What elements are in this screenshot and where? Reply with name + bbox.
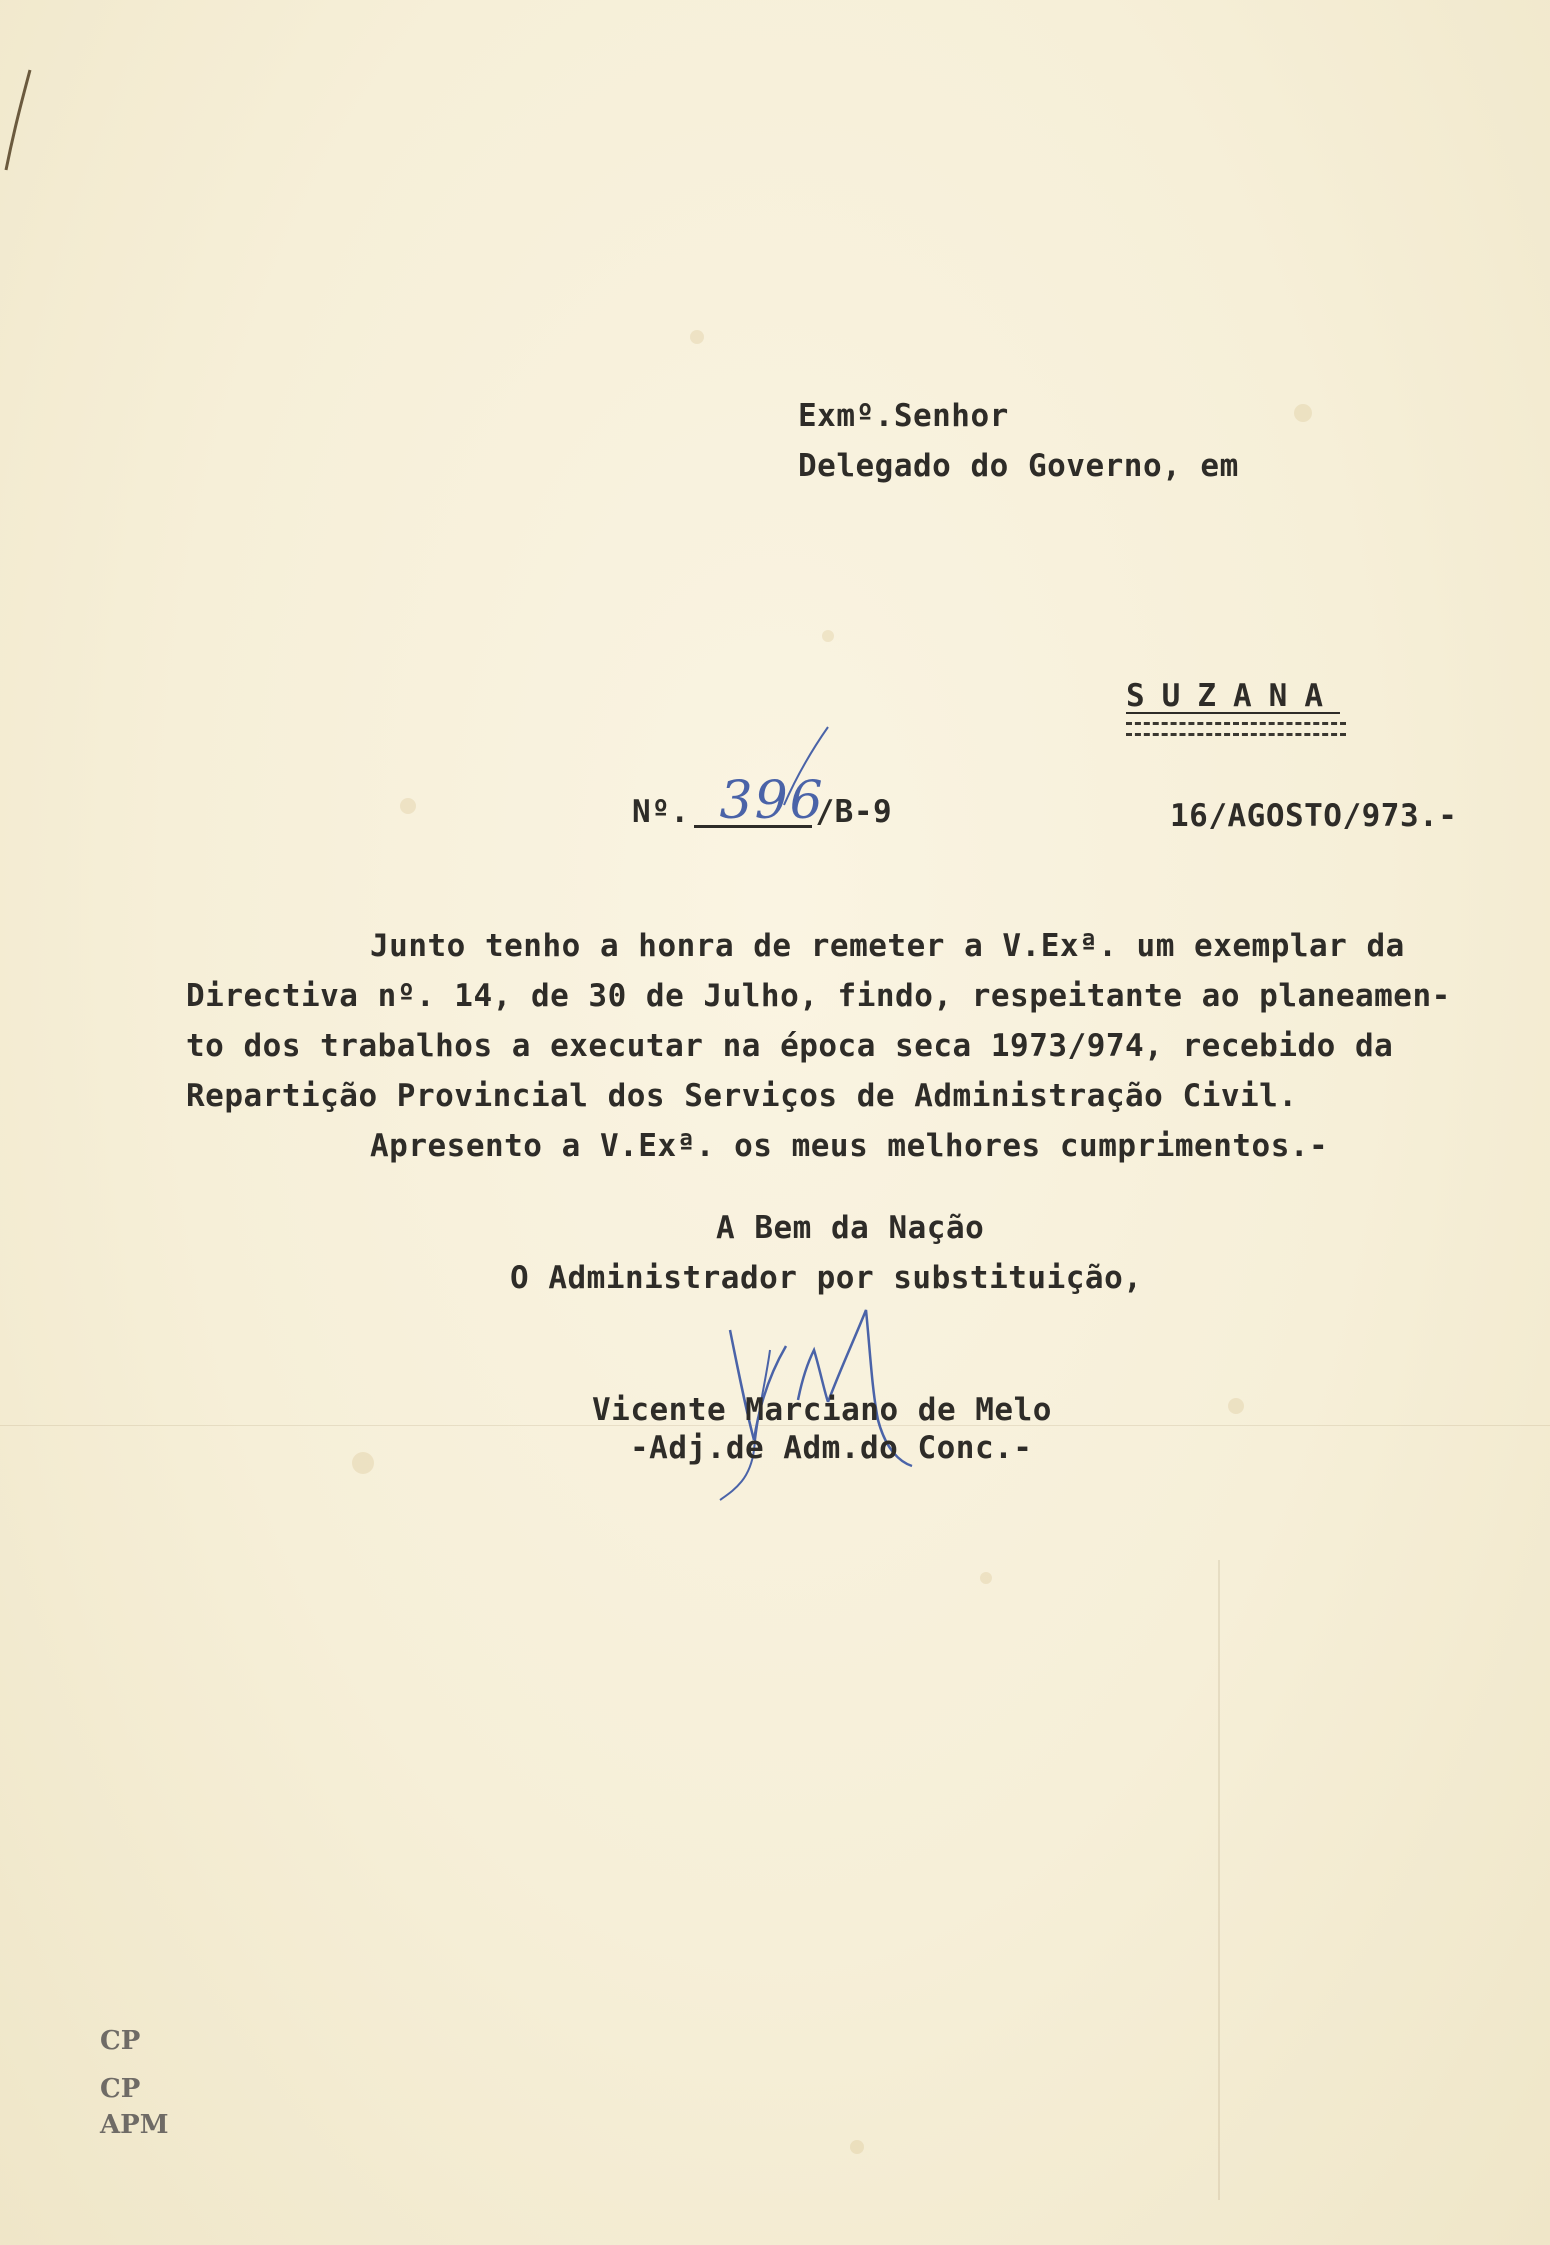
paper-stain <box>1228 1398 1244 1414</box>
addressee-title: Delegado do Governo, em <box>798 448 1239 484</box>
place-heading <box>1126 672 1346 736</box>
copy-note: APM <box>100 2110 169 2140</box>
closing-motto: A Bem da Nação <box>716 1210 985 1246</box>
addressee-salutation: Exmº.Senhor <box>798 398 1009 434</box>
signer-name: Vicente Marciano de Melo <box>592 1392 1052 1428</box>
paper-stain <box>822 630 834 642</box>
letter-date: 16/AGOSTO/973.- <box>1170 798 1458 834</box>
reference-number <box>632 771 893 836</box>
copy-note: CP <box>100 2074 141 2104</box>
body-line: Repartição Provincial dos Serviços de Administração Civil. <box>186 1078 1298 1114</box>
paper-stain <box>980 1572 992 1584</box>
body-line: Directiva nº. 14, de 30 de Julho, findo, respeitante ao planeamen- <box>186 978 1451 1014</box>
paper-fold <box>1218 1560 1220 2200</box>
body-line: to dos trabalhos a executar na época seca 1973/974, recebido da <box>186 1028 1394 1064</box>
signer-title: -Adj.de Adm.do Conc.- <box>630 1430 1033 1466</box>
reference-suffix: /B-9 <box>815 794 893 830</box>
edge-pen-mark <box>0 60 40 180</box>
place-name: SUZANA <box>1126 678 1340 714</box>
handwritten-slash-mark <box>776 721 836 811</box>
paper-stain <box>400 798 416 814</box>
body-line: Apresento a V.Exª. os meus melhores cumprimentos.- <box>370 1128 1329 1164</box>
reference-prefix: Nº. <box>632 794 690 830</box>
place-double-underline <box>1126 722 1346 736</box>
copy-note: CP <box>100 2026 141 2056</box>
paper-stain <box>850 2140 864 2154</box>
paper-stain <box>690 330 704 344</box>
paper-stain <box>1294 404 1312 422</box>
closing-role: O Administrador por substituição, <box>510 1260 1143 1296</box>
body-line: Junto tenho a honra de remeter a V.Exª. um exemplar da <box>370 928 1405 964</box>
reference-number-field <box>694 771 825 831</box>
reference-number-handwritten: 396 <box>719 771 825 831</box>
paper-stain <box>352 1452 374 1474</box>
